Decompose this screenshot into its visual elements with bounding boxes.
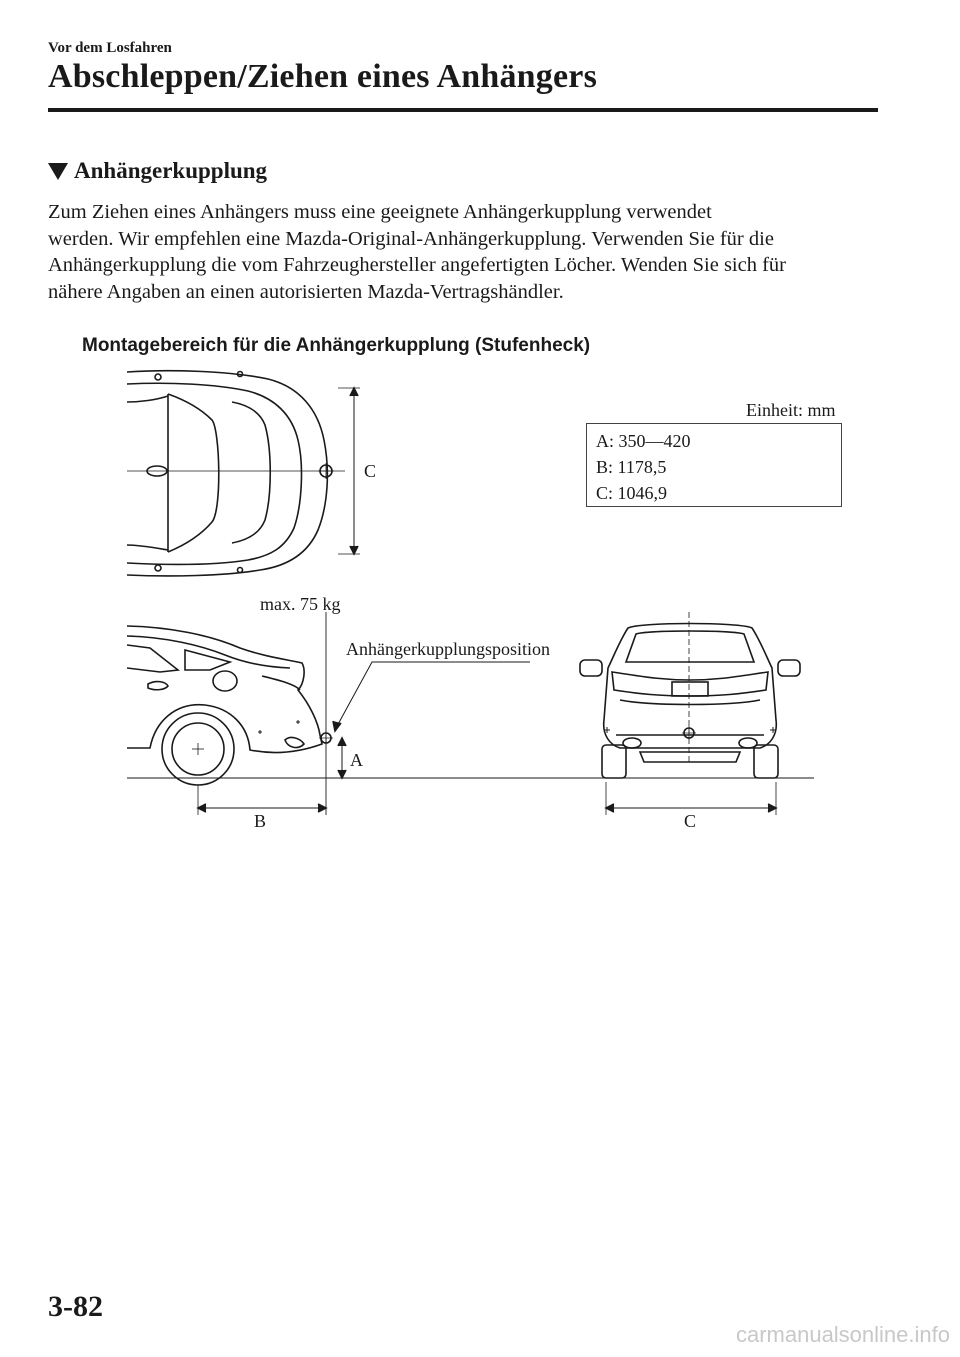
- paragraph-line: Zum Ziehen eines Anhängers muss eine geeignete Anhängerkupplung verwendet: [48, 201, 712, 223]
- dimension-label-b: B: [254, 811, 267, 831]
- page-title: Abschleppen/Ziehen eines Anhängers: [48, 58, 598, 95]
- section-heading-text: Anhängerkupplung: [74, 158, 268, 183]
- dimension-label-a: A: [350, 750, 363, 770]
- unit-label: Einheit: mm: [746, 400, 836, 420]
- figure-caption: Montagebereich für die Anhängerkupplung (Stufenheck): [82, 335, 591, 356]
- spec-c: C: 1046,9: [596, 483, 668, 503]
- rear-view-car: [580, 612, 800, 815]
- paragraph-line: nähere Angaben an einen autorisierten Mazda-Vertragshändler.: [48, 280, 564, 303]
- spec-a: A: 350—420: [596, 431, 691, 451]
- page-number: 3-82: [48, 1290, 103, 1323]
- top-view-car: [127, 371, 360, 576]
- paragraph-line: Anhängerkupplung die vom Fahrzeughersteller angefertigten Löcher. Wenden Sie sich für: [48, 254, 787, 276]
- max-load-label: max. 75 kg: [260, 594, 341, 614]
- chapter-label: Vor dem Losfahren: [48, 40, 172, 56]
- hitch-position-label: Anhängerkupplungsposition: [346, 639, 550, 659]
- dimension-label-c-top: C: [364, 461, 377, 481]
- dimension-label-c-rear: C: [684, 811, 697, 831]
- watermark: carmanualsonline.info: [735, 1322, 950, 1347]
- paragraph-line: werden. Wir empfehlen eine Mazda-Original-Anhängerkupplung. Verwenden Sie für die: [48, 227, 774, 250]
- spec-b: B: 1178,5: [596, 457, 667, 477]
- spec-box: [586, 423, 842, 507]
